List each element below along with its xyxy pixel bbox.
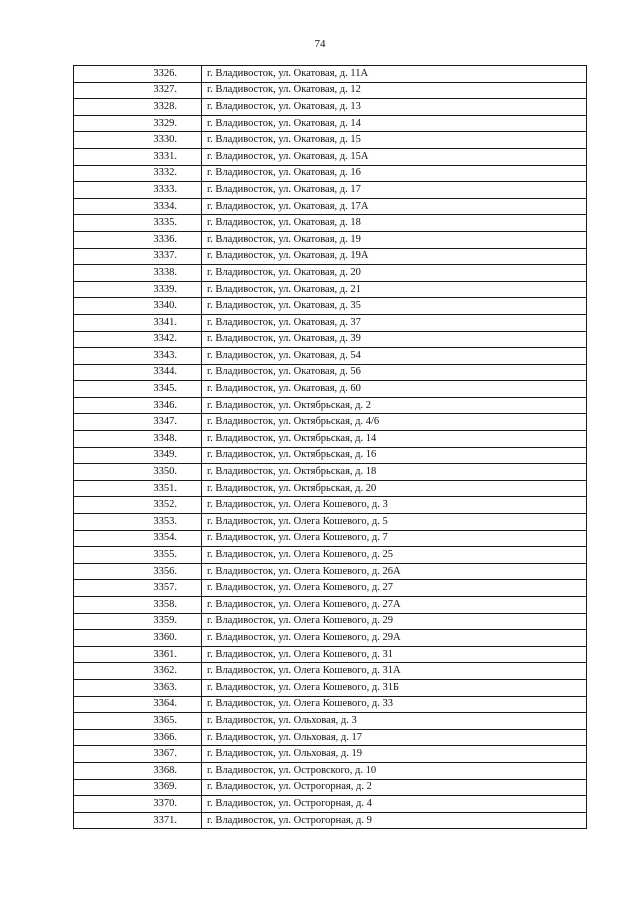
row-address: г. Владивосток, ул. Окатовая, д. 15	[202, 132, 587, 149]
row-number: 3368.	[74, 762, 202, 779]
row-number: 3355.	[74, 547, 202, 564]
table-row	[74, 447, 587, 464]
row-number: 3347.	[74, 414, 202, 431]
row-number: 3348.	[74, 431, 202, 448]
table-row	[74, 746, 587, 763]
row-address: г. Владивосток, ул. Олега Кошевого, д. 27А	[202, 597, 587, 614]
table-row	[74, 348, 587, 365]
table-row	[74, 679, 587, 696]
row-number: 3340.	[74, 298, 202, 315]
row-address: г. Владивосток, ул. Октябрьская, д. 20	[202, 480, 587, 497]
row-number: 3349.	[74, 447, 202, 464]
row-address: г. Владивосток, ул. Окатовая, д. 11А	[202, 66, 587, 83]
row-address: г. Владивосток, ул. Окатовая, д. 39	[202, 331, 587, 348]
row-address: г. Владивосток, ул. Октябрьская, д. 14	[202, 431, 587, 448]
address-table	[73, 65, 587, 829]
row-number: 3333.	[74, 182, 202, 199]
row-number: 3371.	[74, 812, 202, 829]
row-number: 3331.	[74, 148, 202, 165]
row-address: г. Владивосток, ул. Окатовая, д. 54	[202, 348, 587, 365]
table-row	[74, 265, 587, 282]
row-address: г. Владивосток, ул. Острогорная, д. 2	[202, 779, 587, 796]
row-address: г. Владивосток, ул. Олега Кошевого, д. 31А	[202, 663, 587, 680]
row-number: 3365.	[74, 713, 202, 730]
row-number: 3351.	[74, 480, 202, 497]
row-address: г. Владивосток, ул. Окатовая, д. 13	[202, 99, 587, 116]
row-number: 3363.	[74, 679, 202, 696]
table-row	[74, 613, 587, 630]
row-address: г. Владивосток, ул. Острогорная, д. 9	[202, 812, 587, 829]
table-row	[74, 762, 587, 779]
row-number: 3339.	[74, 281, 202, 298]
table-row	[74, 66, 587, 83]
row-address: г. Владивосток, ул. Окатовая, д. 19А	[202, 248, 587, 265]
row-number: 3335.	[74, 215, 202, 232]
table-row	[74, 729, 587, 746]
row-number: 3336.	[74, 231, 202, 248]
row-number: 3362.	[74, 663, 202, 680]
table-row	[74, 381, 587, 398]
row-address: г. Владивосток, ул. Острогорная, д. 4	[202, 796, 587, 813]
row-number: 3353.	[74, 514, 202, 531]
row-address: г. Владивосток, ул. Олега Кошевого, д. 31	[202, 646, 587, 663]
table-row	[74, 431, 587, 448]
table-row	[74, 514, 587, 531]
row-number: 3354.	[74, 530, 202, 547]
row-address: г. Владивосток, ул. Октябрьская, д. 4/6	[202, 414, 587, 431]
row-address: г. Владивосток, ул. Олега Кошевого, д. 33	[202, 696, 587, 713]
row-number: 3345.	[74, 381, 202, 398]
table-row	[74, 248, 587, 265]
row-number: 3350.	[74, 464, 202, 481]
row-address: г. Владивосток, ул. Окатовая, д. 18	[202, 215, 587, 232]
table-row	[74, 182, 587, 199]
row-address: г. Владивосток, ул. Окатовая, д. 14	[202, 115, 587, 132]
table-row	[74, 663, 587, 680]
row-number: 3364.	[74, 696, 202, 713]
row-number: 3342.	[74, 331, 202, 348]
table-row	[74, 314, 587, 331]
row-number: 3360.	[74, 630, 202, 647]
row-address: г. Владивосток, ул. Олега Кошевого, д. 5	[202, 514, 587, 531]
table-row	[74, 397, 587, 414]
row-number: 3369.	[74, 779, 202, 796]
row-address: г. Владивосток, ул. Окатовая, д. 56	[202, 364, 587, 381]
row-address: г. Владивосток, ул. Окатовая, д. 20	[202, 265, 587, 282]
row-address: г. Владивосток, ул. Олега Кошевого, д. 26А	[202, 563, 587, 580]
row-address: г. Владивосток, ул. Олега Кошевого, д. 29	[202, 613, 587, 630]
table-row	[74, 779, 587, 796]
table-row	[74, 82, 587, 99]
table-row	[74, 298, 587, 315]
table-row	[74, 165, 587, 182]
row-address: г. Владивосток, ул. Окатовая, д. 17	[202, 182, 587, 199]
table-row	[74, 563, 587, 580]
row-number: 3327.	[74, 82, 202, 99]
row-address: г. Владивосток, ул. Окатовая, д. 19	[202, 231, 587, 248]
row-address: г. Владивосток, ул. Окатовая, д. 15А	[202, 148, 587, 165]
row-address: г. Владивосток, ул. Октябрьская, д. 18	[202, 464, 587, 481]
row-number: 3367.	[74, 746, 202, 763]
row-address: г. Владивосток, ул. Олега Кошевого, д. 7	[202, 530, 587, 547]
row-number: 3344.	[74, 364, 202, 381]
row-number: 3343.	[74, 348, 202, 365]
row-number: 3357.	[74, 580, 202, 597]
row-address: г. Владивосток, ул. Октябрьская, д. 2	[202, 397, 587, 414]
row-address: г. Владивосток, ул. Олега Кошевого, д. 31Б	[202, 679, 587, 696]
row-number: 3332.	[74, 165, 202, 182]
row-number: 3341.	[74, 314, 202, 331]
row-number: 3361.	[74, 646, 202, 663]
table-row	[74, 132, 587, 149]
table-row	[74, 480, 587, 497]
row-number: 3334.	[74, 198, 202, 215]
row-number: 3328.	[74, 99, 202, 116]
row-number: 3338.	[74, 265, 202, 282]
row-address: г. Владивосток, ул. Олега Кошевого, д. 29А	[202, 630, 587, 647]
table-row	[74, 630, 587, 647]
row-number: 3366.	[74, 729, 202, 746]
table-row	[74, 215, 587, 232]
table-row	[74, 148, 587, 165]
table-row	[74, 414, 587, 431]
table-row	[74, 547, 587, 564]
table-row	[74, 812, 587, 829]
table-row	[74, 115, 587, 132]
row-number: 3352.	[74, 497, 202, 514]
table-row	[74, 696, 587, 713]
row-address: г. Владивосток, ул. Окатовая, д. 37	[202, 314, 587, 331]
row-number: 3329.	[74, 115, 202, 132]
row-address: г. Владивосток, ул. Окатовая, д. 21	[202, 281, 587, 298]
row-address: г. Владивосток, ул. Октябрьская, д. 16	[202, 447, 587, 464]
table-row	[74, 331, 587, 348]
table-row	[74, 713, 587, 730]
row-address: г. Владивосток, ул. Окатовая, д. 60	[202, 381, 587, 398]
row-number: 3356.	[74, 563, 202, 580]
table-row	[74, 198, 587, 215]
row-number: 3346.	[74, 397, 202, 414]
address-table-body	[74, 66, 587, 829]
table-row	[74, 99, 587, 116]
row-address: г. Владивосток, ул. Островского, д. 10	[202, 762, 587, 779]
row-number: 3330.	[74, 132, 202, 149]
table-row	[74, 646, 587, 663]
table-row	[74, 530, 587, 547]
table-row	[74, 364, 587, 381]
table-row	[74, 796, 587, 813]
table-row	[74, 497, 587, 514]
row-address: г. Владивосток, ул. Окатовая, д. 16	[202, 165, 587, 182]
table-row	[74, 281, 587, 298]
row-number: 3326.	[74, 66, 202, 83]
row-address: г. Владивосток, ул. Окатовая, д. 12	[202, 82, 587, 99]
row-number: 3358.	[74, 597, 202, 614]
row-address: г. Владивосток, ул. Олега Кошевого, д. 27	[202, 580, 587, 597]
table-row	[74, 464, 587, 481]
row-number: 3337.	[74, 248, 202, 265]
table-row	[74, 580, 587, 597]
row-address: г. Владивосток, ул. Олега Кошевого, д. 25	[202, 547, 587, 564]
table-row	[74, 597, 587, 614]
row-number: 3370.	[74, 796, 202, 813]
row-address: г. Владивосток, ул. Олега Кошевого, д. 3	[202, 497, 587, 514]
row-number: 3359.	[74, 613, 202, 630]
row-address: г. Владивосток, ул. Ольховая, д. 3	[202, 713, 587, 730]
page-number: 74	[314, 38, 326, 50]
table-row	[74, 231, 587, 248]
row-address: г. Владивосток, ул. Окатовая, д. 35	[202, 298, 587, 315]
row-address: г. Владивосток, ул. Ольховая, д. 17	[202, 729, 587, 746]
row-address: г. Владивосток, ул. Окатовая, д. 17А	[202, 198, 587, 215]
row-address: г. Владивосток, ул. Ольховая, д. 19	[202, 746, 587, 763]
